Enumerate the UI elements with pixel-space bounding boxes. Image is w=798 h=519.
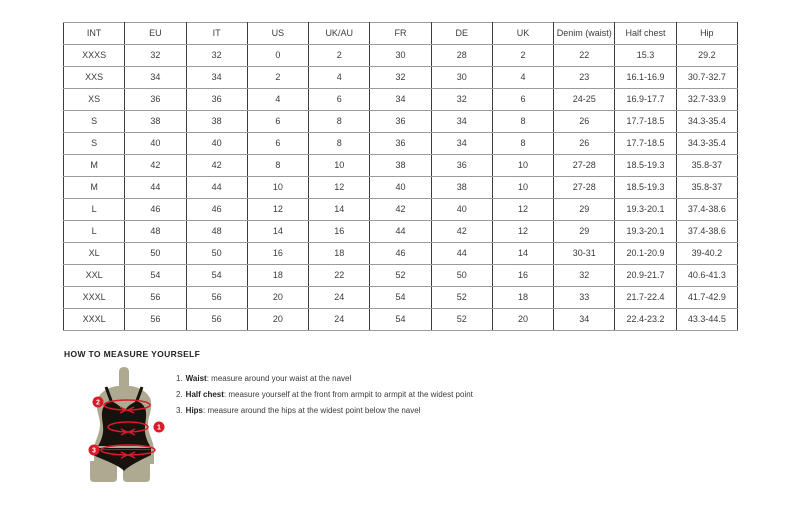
measure-step-hips (176, 403, 473, 419)
size-cell: 52 (370, 265, 431, 287)
column-header: UK/AU (309, 23, 370, 45)
size-cell: XXXL (64, 287, 125, 309)
size-cell: 34 (370, 89, 431, 111)
step-text: : measure yourself at the front from armpit to armpit at the widest point (223, 390, 473, 399)
size-cell: 8 (309, 111, 370, 133)
step-text: : measure around the hips at the widest point below the navel (203, 406, 421, 415)
table-row (64, 177, 738, 199)
size-cell: 24-25 (554, 89, 615, 111)
size-cell: 40 (431, 199, 492, 221)
size-cell: 26 (554, 133, 615, 155)
size-cell: 40.6-41.3 (676, 265, 737, 287)
size-cell: XS (64, 89, 125, 111)
size-cell: 32 (370, 67, 431, 89)
size-cell: 50 (186, 243, 247, 265)
size-cell: 34 (186, 67, 247, 89)
size-cell: 44 (125, 177, 186, 199)
size-cell: 56 (186, 287, 247, 309)
size-cell: 42 (431, 221, 492, 243)
size-cell: 37.4-38.6 (676, 221, 737, 243)
size-cell: 6 (492, 89, 553, 111)
size-cell: 32.7-33.9 (676, 89, 737, 111)
column-header: EU (125, 23, 186, 45)
step-label: Waist (185, 374, 207, 383)
size-cell: 38 (370, 155, 431, 177)
size-cell: XXXS (64, 45, 125, 67)
size-cell: 29 (554, 221, 615, 243)
badge-chest-number: 2 (96, 399, 100, 407)
size-cell: 38 (431, 177, 492, 199)
size-cell: 6 (247, 111, 308, 133)
size-cell: 10 (309, 155, 370, 177)
table-row (64, 133, 738, 155)
size-cell: 30 (370, 45, 431, 67)
mannequin-neck (119, 367, 129, 389)
size-cell: 46 (370, 243, 431, 265)
table-row (64, 243, 738, 265)
column-header: Hip (676, 23, 737, 45)
size-chart-section (63, 22, 738, 331)
size-cell: 50 (125, 243, 186, 265)
size-cell: 54 (370, 287, 431, 309)
size-cell: 2 (247, 67, 308, 89)
badge-hips (89, 445, 100, 456)
mannequin-left-leg (90, 461, 117, 482)
size-chart-header (64, 23, 738, 45)
size-cell: 30 (431, 67, 492, 89)
size-cell: 32 (186, 45, 247, 67)
size-cell: 6 (247, 133, 308, 155)
badge-waist (154, 422, 165, 433)
size-cell: 24 (309, 287, 370, 309)
size-cell: 52 (431, 309, 492, 331)
size-cell: 29.2 (676, 45, 737, 67)
size-cell: 20 (247, 287, 308, 309)
size-cell: 54 (370, 309, 431, 331)
size-cell: 15.3 (615, 45, 676, 67)
size-cell: M (64, 177, 125, 199)
size-cell: 35.8-37 (676, 155, 737, 177)
size-cell: 4 (492, 67, 553, 89)
size-cell: L (64, 199, 125, 221)
size-cell: 22 (309, 265, 370, 287)
size-cell: 20.9-21.7 (615, 265, 676, 287)
size-cell: 17.7-18.5 (615, 111, 676, 133)
size-cell: 40 (186, 133, 247, 155)
size-cell: 34 (554, 309, 615, 331)
measure-section-title: HOW TO MEASURE YOURSELF (64, 349, 201, 359)
size-cell: 37.4-38.6 (676, 199, 737, 221)
size-cell: 4 (309, 67, 370, 89)
size-cell: 30.7-32.7 (676, 67, 737, 89)
size-cell: 36 (370, 111, 431, 133)
size-cell: L (64, 221, 125, 243)
size-cell: 26 (554, 111, 615, 133)
size-cell: 18 (492, 287, 553, 309)
size-cell: 18.5-19.3 (615, 177, 676, 199)
size-cell: 38 (186, 111, 247, 133)
size-cell: 42 (370, 199, 431, 221)
size-cell: 2 (309, 45, 370, 67)
size-cell: 32 (554, 265, 615, 287)
table-row (64, 89, 738, 111)
column-header: US (247, 23, 308, 45)
step-number: 1. (176, 374, 183, 383)
size-cell: XXXL (64, 309, 125, 331)
size-cell: 16.9-17.7 (615, 89, 676, 111)
mannequin-illustration-icon (78, 366, 188, 496)
size-cell: 27-28 (554, 177, 615, 199)
column-header: UK (492, 23, 553, 45)
size-cell: 40 (125, 133, 186, 155)
size-cell: 56 (125, 309, 186, 331)
size-cell: 14 (492, 243, 553, 265)
column-header: IT (186, 23, 247, 45)
size-cell: 14 (247, 221, 308, 243)
size-cell: S (64, 111, 125, 133)
size-cell: 8 (492, 133, 553, 155)
size-cell: 12 (492, 221, 553, 243)
size-cell: 36 (431, 155, 492, 177)
badge-chest (93, 397, 104, 408)
step-number: 2. (176, 390, 183, 399)
size-cell: 29 (554, 199, 615, 221)
size-cell: 39-40.2 (676, 243, 737, 265)
size-cell: 17.7-18.5 (615, 133, 676, 155)
size-cell: 10 (247, 177, 308, 199)
size-cell: 34.3-35.4 (676, 111, 737, 133)
size-cell: 44 (431, 243, 492, 265)
size-cell: 36 (370, 133, 431, 155)
size-cell: 10 (492, 155, 553, 177)
table-row (64, 221, 738, 243)
size-cell: 27-28 (554, 155, 615, 177)
step-number: 3. (176, 406, 183, 415)
size-cell: 40 (370, 177, 431, 199)
size-cell: 16.1-16.9 (615, 67, 676, 89)
size-cell: 8 (309, 133, 370, 155)
badge-hips-number: 3 (92, 447, 96, 455)
size-cell: 0 (247, 45, 308, 67)
size-cell: 23 (554, 67, 615, 89)
size-cell: 28 (431, 45, 492, 67)
size-cell: 42 (186, 155, 247, 177)
size-cell: 19.3-20.1 (615, 199, 676, 221)
size-cell: 44 (370, 221, 431, 243)
table-row (64, 265, 738, 287)
table-row (64, 287, 738, 309)
table-row (64, 199, 738, 221)
size-cell: 34 (431, 111, 492, 133)
column-header: Denim (waist) (554, 23, 615, 45)
size-cell: 18 (247, 265, 308, 287)
measure-steps-list (176, 371, 473, 419)
size-cell: 50 (431, 265, 492, 287)
size-cell: 16 (247, 243, 308, 265)
column-header: FR (370, 23, 431, 45)
size-cell: XXL (64, 265, 125, 287)
size-cell: 43.3-44.5 (676, 309, 737, 331)
badge-waist-number: 1 (157, 424, 161, 432)
size-cell: 22 (554, 45, 615, 67)
size-cell: 48 (186, 221, 247, 243)
table-row (64, 45, 738, 67)
size-cell: 14 (309, 199, 370, 221)
size-cell: 54 (125, 265, 186, 287)
size-cell: 34 (125, 67, 186, 89)
size-cell: 32 (431, 89, 492, 111)
column-header: INT (64, 23, 125, 45)
table-row (64, 309, 738, 331)
size-cell: 2 (492, 45, 553, 67)
step-label: Half chest (185, 390, 224, 399)
size-cell: S (64, 133, 125, 155)
size-cell: 33 (554, 287, 615, 309)
size-cell: 56 (125, 287, 186, 309)
size-cell: 34.3-35.4 (676, 133, 737, 155)
size-cell: 6 (309, 89, 370, 111)
size-cell: 30-31 (554, 243, 615, 265)
size-cell: 36 (186, 89, 247, 111)
header-row (64, 23, 738, 45)
size-cell: 36 (125, 89, 186, 111)
size-cell: M (64, 155, 125, 177)
size-chart-table (63, 22, 738, 331)
column-header: DE (431, 23, 492, 45)
size-cell: 20 (247, 309, 308, 331)
size-cell: 10 (492, 177, 553, 199)
size-cell: 32 (125, 45, 186, 67)
size-cell: 56 (186, 309, 247, 331)
size-cell: 16 (309, 221, 370, 243)
size-cell: 18 (309, 243, 370, 265)
table-row (64, 111, 738, 133)
size-cell: 54 (186, 265, 247, 287)
size-cell: 22.4-23.2 (615, 309, 676, 331)
size-cell: XXS (64, 67, 125, 89)
size-cell: 52 (431, 287, 492, 309)
size-cell: 19.3-20.1 (615, 221, 676, 243)
size-cell: 16 (492, 265, 553, 287)
size-cell: 21.7-22.4 (615, 287, 676, 309)
size-chart-body (64, 45, 738, 331)
size-cell: 44 (186, 177, 247, 199)
size-cell: XL (64, 243, 125, 265)
size-cell: 8 (247, 155, 308, 177)
table-row (64, 155, 738, 177)
size-cell: 38 (125, 111, 186, 133)
size-cell: 12 (309, 177, 370, 199)
size-cell: 12 (247, 199, 308, 221)
step-text: : measure around your waist at the navel (206, 374, 352, 383)
measure-figure (78, 366, 188, 496)
size-cell: 35.8-37 (676, 177, 737, 199)
size-cell: 41.7-42.9 (676, 287, 737, 309)
size-cell: 48 (125, 221, 186, 243)
size-cell: 34 (431, 133, 492, 155)
size-cell: 18.5-19.3 (615, 155, 676, 177)
size-cell: 20.1-20.9 (615, 243, 676, 265)
size-cell: 8 (492, 111, 553, 133)
step-label: Hips (185, 406, 204, 415)
size-cell: 42 (125, 155, 186, 177)
size-cell: 12 (492, 199, 553, 221)
size-cell: 20 (492, 309, 553, 331)
table-row (64, 67, 738, 89)
column-header: Half chest (615, 23, 676, 45)
size-cell: 46 (125, 199, 186, 221)
size-cell: 46 (186, 199, 247, 221)
measure-step-waist (176, 371, 473, 387)
size-cell: 24 (309, 309, 370, 331)
measure-step-half-chest (176, 387, 473, 403)
size-cell: 4 (247, 89, 308, 111)
